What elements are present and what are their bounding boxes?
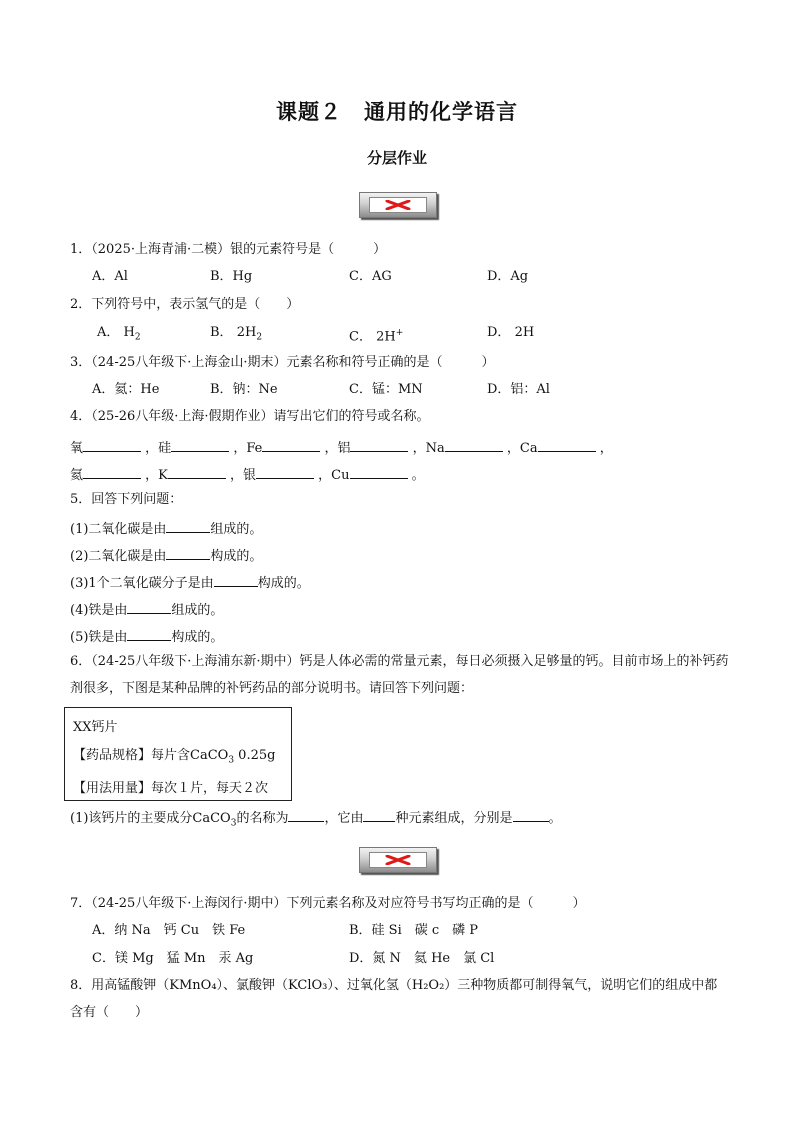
question-1-stem: 1．（2025·上海青浦·二模）银的元素符号是（ ） <box>70 242 387 257</box>
cross-icon <box>385 200 411 210</box>
question-6-sub-1: (1)该钙片的主要成分CaCO$_3$的名称为 ，它由 种元素组成，分别是 。 <box>70 807 562 833</box>
question-2-stem: 2．下列符号中，表示氢气的是（ ） <box>70 297 300 312</box>
medicine-label-box <box>64 707 292 801</box>
level-badge-advanced <box>359 847 437 873</box>
question-5-part-1: (1)二氧化碳是由 组成的。 <box>70 518 262 539</box>
question-7-stem: 7．（24-25八年级下·上海闵行·期中）下列元素名称及对应符号书写均正确的是（ ） <box>70 896 586 911</box>
question-8-stem: 8．用高锰酸钾（KMnO₄）、氯酸钾（KClO₃）、过氧化氢（H₂O₂）三种物质都可制得氧气，说明它们的组成中都含有（ ） <box>70 978 718 1020</box>
question-5-part-4: (4)铁是由 组成的。 <box>70 599 223 620</box>
question-3-option-d: D．铝：Al <box>487 382 550 397</box>
question-3-option-b: B．钠：Ne <box>210 382 278 397</box>
question-5-part-5: (5)铁是由 构成的。 <box>70 626 223 647</box>
question-5-part-3: (3)1个二氧化碳分子是由 构成的。 <box>70 572 310 593</box>
question-4-row-2: 氦 ，K ，银 ，Cu 。 <box>70 464 425 485</box>
question-7-option-d: D．氮 N 氦 He 氯 Cl <box>349 951 495 966</box>
question-4-stem: 4．（25-26八年级·上海·假期作业）请写出它们的符号或名称。 <box>70 409 430 424</box>
question-5-stem: 5．回答下列问题： <box>70 492 183 507</box>
level-badge-basic <box>359 192 437 218</box>
question-2-option-a: A． $H_2$ <box>97 325 141 343</box>
question-7-option-a: A．纳 Na 钙 Cu 铁 Fe <box>92 923 246 938</box>
question-1-option-b: B．Hg <box>210 269 253 284</box>
question-2-option-d: D． 2H <box>487 325 535 340</box>
question-1-option-d: D．Ag <box>487 269 529 284</box>
question-2-option-c: C． 2H+ <box>349 328 404 345</box>
medicine-usage: 【用法用量】每次１片，每天２次 <box>73 780 269 796</box>
question-7-option-b: B．硅 Si 碳 c 磷 P <box>349 923 479 938</box>
cross-icon <box>385 855 411 865</box>
question-1-option-a: A．Al <box>92 269 128 284</box>
question-3-option-c: C．锰：MN <box>349 382 423 397</box>
question-2-option-b: B． $2H_2$ <box>210 325 263 343</box>
question-7-option-c: C．镁 Mg 猛 Mn 汞 Ag <box>92 951 254 966</box>
question-3-option-a: A．氦：He <box>92 382 160 397</box>
question-6-stem: 6．（24-25八年级下·上海浦东新·期中）钙是人体必需的常量元素，每日必须摄入足够量的钙。目前市场上的补钙药剂很多，下图是某种品牌的补钙药品的部分说明书。请回答下列问题： <box>70 654 729 696</box>
question-4-row-1: 氧 ，硅 ，Fe ，铝 ，Na ，Ca ， <box>70 437 613 458</box>
question-3-stem: 3．（24-25八年级下·上海金山·期末）元素名称和符号正确的是（ ） <box>70 355 495 370</box>
question-5-part-2: (2)二氧化碳是由 构成的。 <box>70 545 262 566</box>
page-subtitle: 分层作业 <box>366 149 427 167</box>
page-title: 课题２ 通用的化学语言 <box>276 100 518 124</box>
medicine-spec: 【药品规格】每片含CaCO$_3$ 0.25g <box>73 748 276 766</box>
medicine-name: XX钙片 <box>73 720 118 735</box>
question-1-option-c: C．AG <box>349 269 392 284</box>
